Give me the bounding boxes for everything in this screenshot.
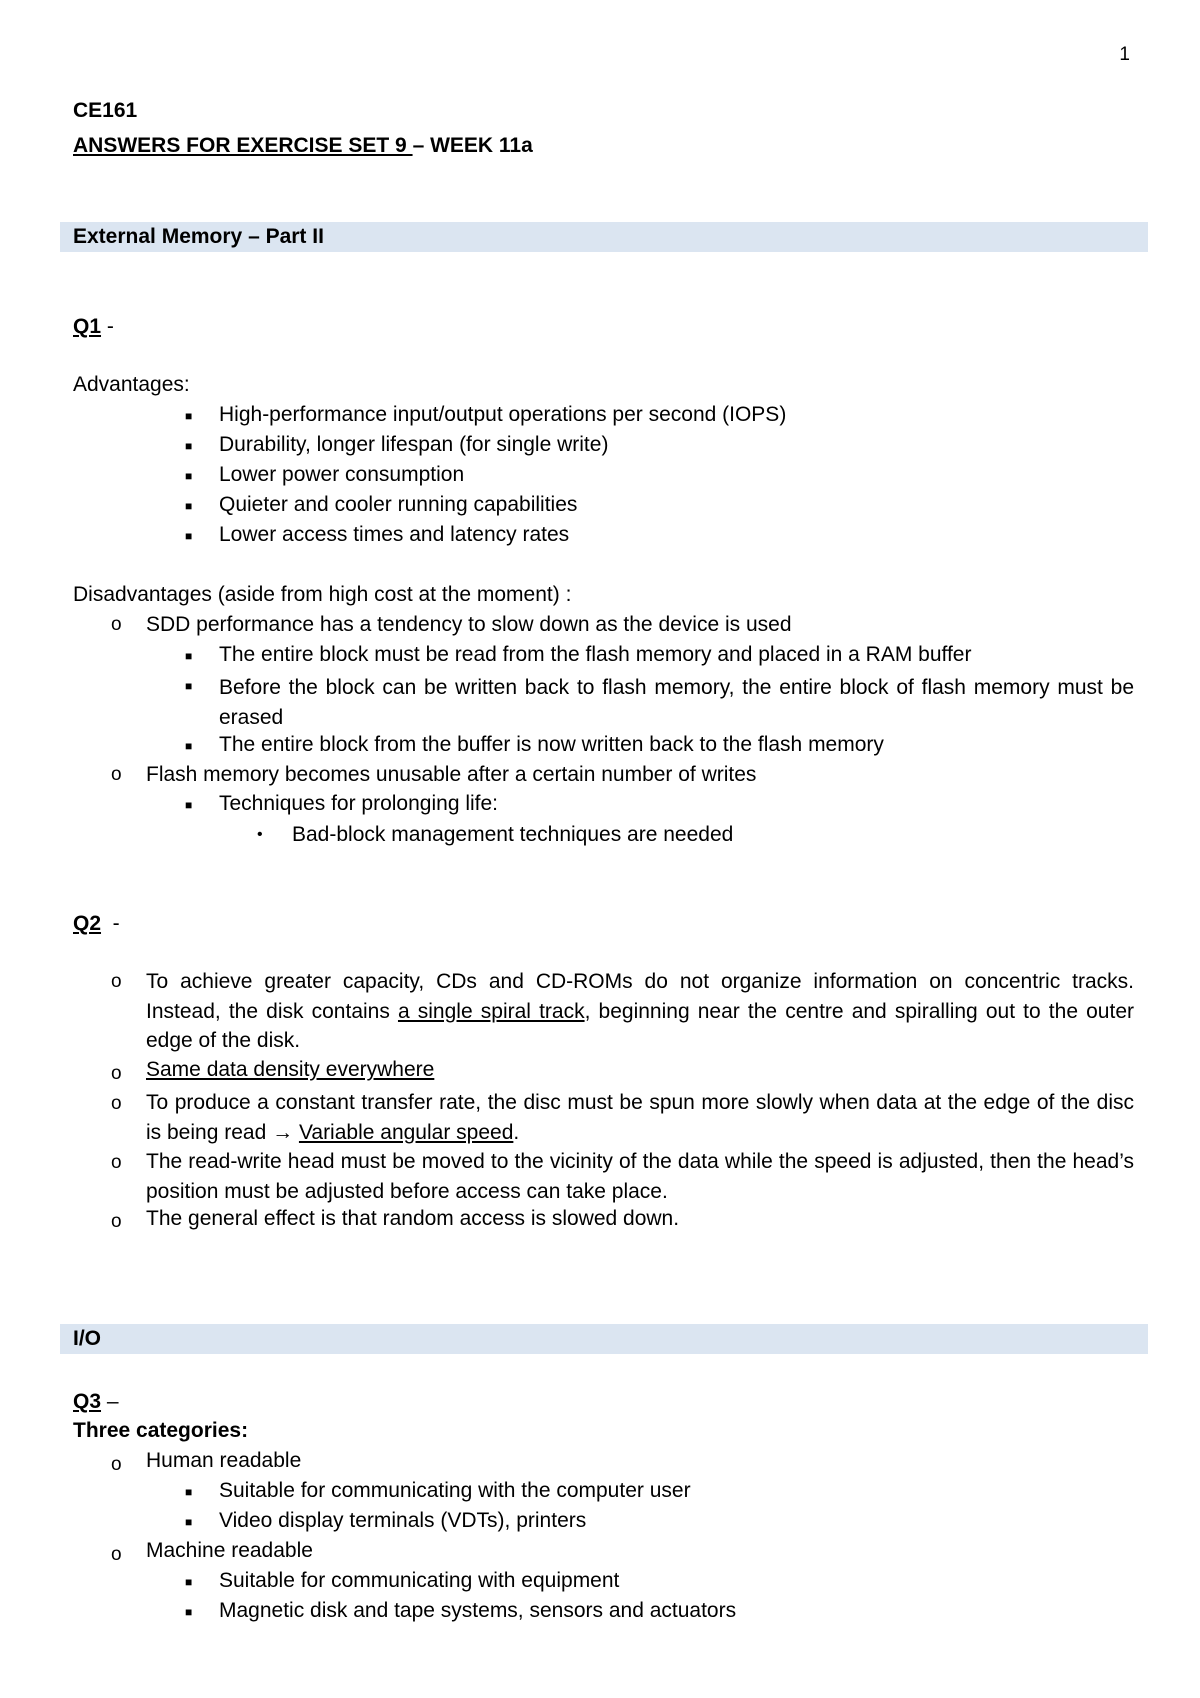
- item-text: To produce a constant transfer rate, the disc must be spun more slowly when data at the edge of the disc is being read: [146, 1091, 1134, 1144]
- circle-bullet-icon: o: [111, 1454, 122, 1475]
- section-title: I/O: [73, 1327, 102, 1350]
- square-bullet-icon: ■: [185, 1575, 193, 1589]
- list-item: Techniques for prolonging life:: [219, 792, 499, 815]
- circle-bullet-icon: o: [111, 1093, 122, 1114]
- item-text: .: [513, 1120, 520, 1144]
- list-item: Machine readable: [146, 1539, 313, 1562]
- list-item: Bad-block management techniques are needed: [292, 823, 734, 846]
- list-item: The read-write head must be moved to the vicinity of the data while the speed is adjusted, then the head’s position must be adjusted before access can take place.: [146, 1150, 1134, 1203]
- square-bullet-icon: ■: [185, 529, 193, 543]
- circle-bullet-icon: o: [111, 1211, 122, 1232]
- square-bullet-icon: ■: [185, 409, 193, 423]
- circle-bullet-icon: o: [111, 764, 122, 785]
- item-text: , beginning near the centre and spiralling out to the outer edge of the disk.: [146, 999, 1134, 1052]
- q1-dash: -: [101, 315, 114, 338]
- square-bullet-icon: ■: [185, 649, 193, 663]
- q3-dash: –: [101, 1390, 119, 1413]
- circle-bullet-icon: o: [111, 614, 122, 635]
- q2-label: Q2: [73, 912, 102, 935]
- q3-label: Q3: [73, 1390, 102, 1413]
- section-title: External Memory – Part II: [73, 225, 324, 248]
- square-bullet-icon: ■: [185, 798, 193, 812]
- list-item: Suitable for communicating with the computer user: [219, 1479, 691, 1502]
- square-bullet-icon: ■: [185, 1605, 193, 1619]
- square-bullet-icon: ■: [185, 739, 193, 753]
- list-item: The entire block from the buffer is now written back to the flash memory: [219, 733, 884, 756]
- q2-dash: -: [101, 912, 120, 935]
- list-item: High-performance input/output operations per second (IOPS): [219, 403, 787, 426]
- document-title: [73, 134, 533, 158]
- categories-heading: Three categories:: [73, 1419, 249, 1442]
- q1-heading: [73, 315, 114, 339]
- right-arrow-icon: →: [272, 1120, 294, 1144]
- square-bullet-icon: ■: [185, 679, 193, 693]
- square-bullet-icon: ■: [185, 469, 193, 483]
- list-item: Durability, longer lifespan (for single write): [219, 433, 609, 456]
- list-item: The general effect is that random access is slowed down.: [146, 1207, 680, 1230]
- list-item: SDD performance has a tendency to slow down as the device is used: [146, 613, 792, 636]
- square-bullet-icon: ■: [185, 499, 193, 513]
- item-underlined: a single spiral track: [397, 999, 585, 1023]
- section-header-external-memory: [60, 222, 1148, 252]
- circle-bullet-icon: o: [111, 1152, 122, 1173]
- list-item: Video display terminals (VDTs), printers: [219, 1509, 587, 1532]
- title-week: – WEEK 11a: [412, 134, 533, 157]
- list-item: [146, 1088, 1134, 1147]
- item-underlined: Variable angular speed: [298, 1120, 514, 1144]
- title-underlined: ANSWERS FOR EXERCISE SET 9: [73, 134, 413, 157]
- section-header-io: [60, 1324, 1148, 1354]
- circle-bullet-icon: o: [111, 971, 122, 992]
- q1-label: Q1: [73, 315, 102, 338]
- page-number: 1: [1119, 44, 1130, 65]
- list-item: The entire block must be read from the flash memory and placed in a RAM buffer: [219, 643, 972, 666]
- q2-heading: [73, 912, 120, 936]
- circle-bullet-icon: o: [111, 1063, 122, 1084]
- circle-bullet-icon: o: [111, 1544, 122, 1565]
- list-item: Before the block can be written back to flash memory, the entire block of flash memory must be erased: [219, 676, 1134, 729]
- advantages-heading: Advantages:: [73, 373, 190, 396]
- square-bullet-icon: ■: [185, 439, 193, 453]
- list-item: Quieter and cooler running capabilities: [219, 493, 578, 516]
- item-text: To achieve greater capacity, CDs and CD-ROMs do not organize information on concentric tracks. Instead, the disk contains: [146, 970, 1134, 1023]
- square-bullet-icon: ■: [185, 1485, 193, 1499]
- course-code: CE161: [73, 99, 138, 122]
- list-item: Magnetic disk and tape systems, sensors and actuators: [219, 1599, 737, 1622]
- list-item: [146, 967, 1134, 1056]
- list-item: Flash memory becomes unusable after a certain number of writes: [146, 763, 757, 786]
- list-item: Human readable: [146, 1449, 302, 1472]
- list-item: Same data density everywhere: [146, 1058, 435, 1081]
- list-item: Lower power consumption: [219, 463, 465, 486]
- dot-bullet-icon: •: [257, 826, 263, 843]
- list-item: Lower access times and latency rates: [219, 523, 570, 546]
- list-item: Suitable for communicating with equipment: [219, 1569, 620, 1592]
- square-bullet-icon: ■: [185, 1515, 193, 1529]
- disadvantages-heading: Disadvantages (aside from high cost at the moment) :: [73, 583, 572, 606]
- q3-heading: [73, 1390, 119, 1414]
